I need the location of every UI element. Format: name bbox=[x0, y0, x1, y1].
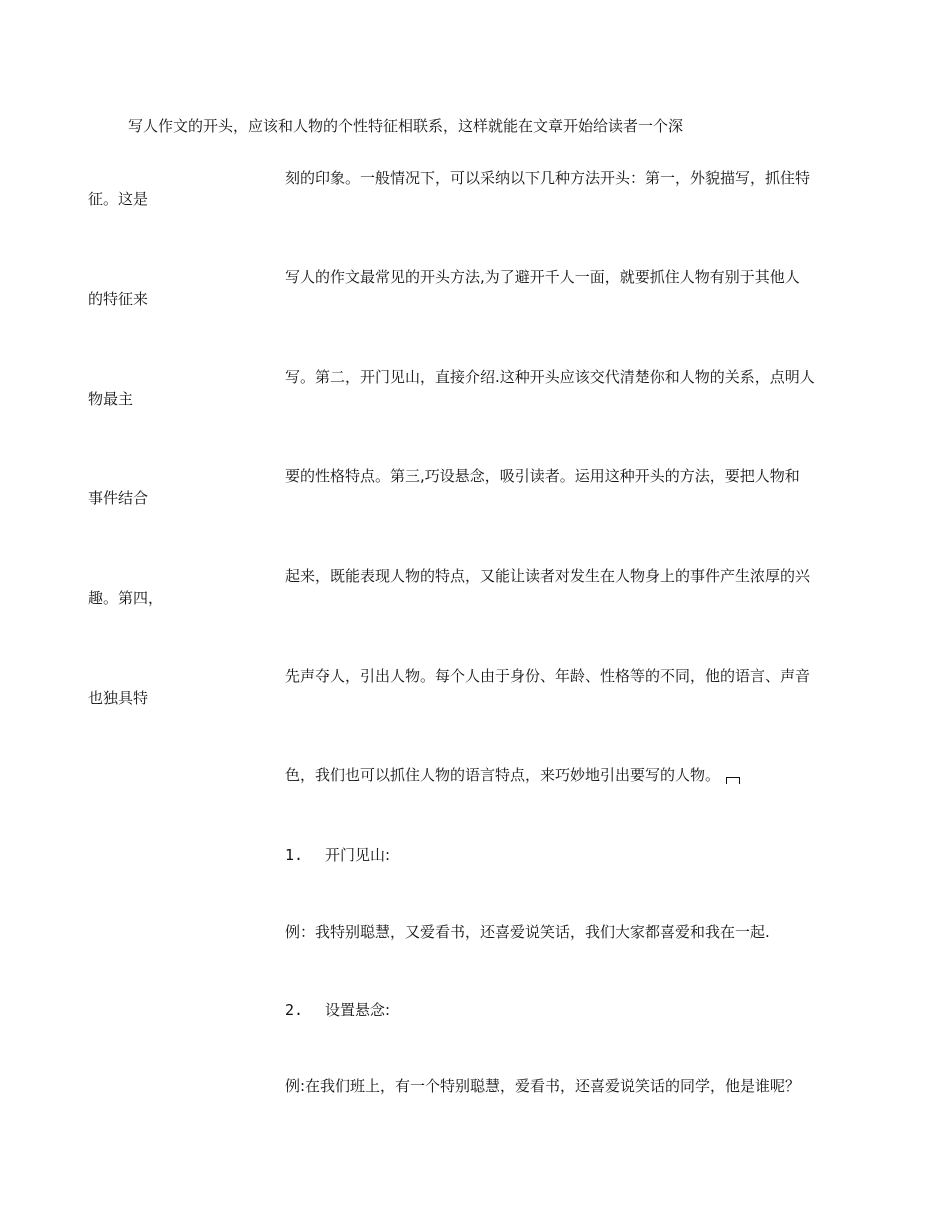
side-line-6: 也独具特 bbox=[88, 689, 149, 707]
body-line-4: 要的性格特点。第三,巧设悬念，吸引读者。运用这种开头的方法，要把人物和 bbox=[285, 467, 800, 485]
side-line-4: 事件结合 bbox=[88, 489, 149, 507]
body-line-6: 先声夺人，引出人物。每个人由于身份、年龄、性格等的不同，他的语言、声音 bbox=[285, 667, 811, 685]
example-1-title: 开门见山: bbox=[325, 846, 391, 864]
example-2-heading bbox=[285, 1000, 390, 1020]
side-line-5: 趣。第四， bbox=[88, 589, 164, 607]
body-line-1: 刻的印象。一般情况下，可以采纳以下几种方法开头：第一，外貌描写，抓住特 bbox=[285, 169, 811, 187]
body-line-2: 写人的作文最常见的开头方法,为了避开千人一面，就要抓住人物有别于其他人 bbox=[285, 268, 800, 286]
example-2-number: 2. bbox=[285, 1001, 304, 1019]
body-line-7-text: 色，我们也可以抓住人物的语言特点，来巧妙地引出要写的人物。 bbox=[285, 766, 721, 784]
text-cursor-mark bbox=[726, 777, 740, 784]
body-line-3: 写。第二，开门见山，直接介绍.这种开头应该交代清楚你和人物的关系，点明人 bbox=[285, 368, 815, 386]
example-1-heading bbox=[285, 845, 390, 865]
side-line-3: 物最主 bbox=[88, 390, 134, 408]
example-2-title: 设置悬念: bbox=[325, 1001, 391, 1019]
example-1-text: 例：我特别聪慧，又爱看书，还喜爱说笑话，我们大家都喜爱和我在一起. bbox=[285, 923, 770, 941]
body-line-5: 起来，既能表现人物的特点，又能让读者对发生在人物身上的事件产生浓厚的兴 bbox=[285, 567, 811, 585]
example-2-text: 例:在我们班上，有一个特别聪慧，爱看书，还喜爱说笑话的同学，他是谁呢？ bbox=[285, 1077, 801, 1095]
intro-line: 写人作文的开头，应该和人物的个性特征相联系，这样就能在文章开始给读者一个深 bbox=[128, 117, 684, 135]
side-line-2: 的特征来 bbox=[88, 290, 149, 308]
side-line-1: 征。这是 bbox=[88, 190, 149, 208]
example-1-number: 1. bbox=[285, 846, 304, 864]
body-line-7 bbox=[285, 765, 740, 785]
